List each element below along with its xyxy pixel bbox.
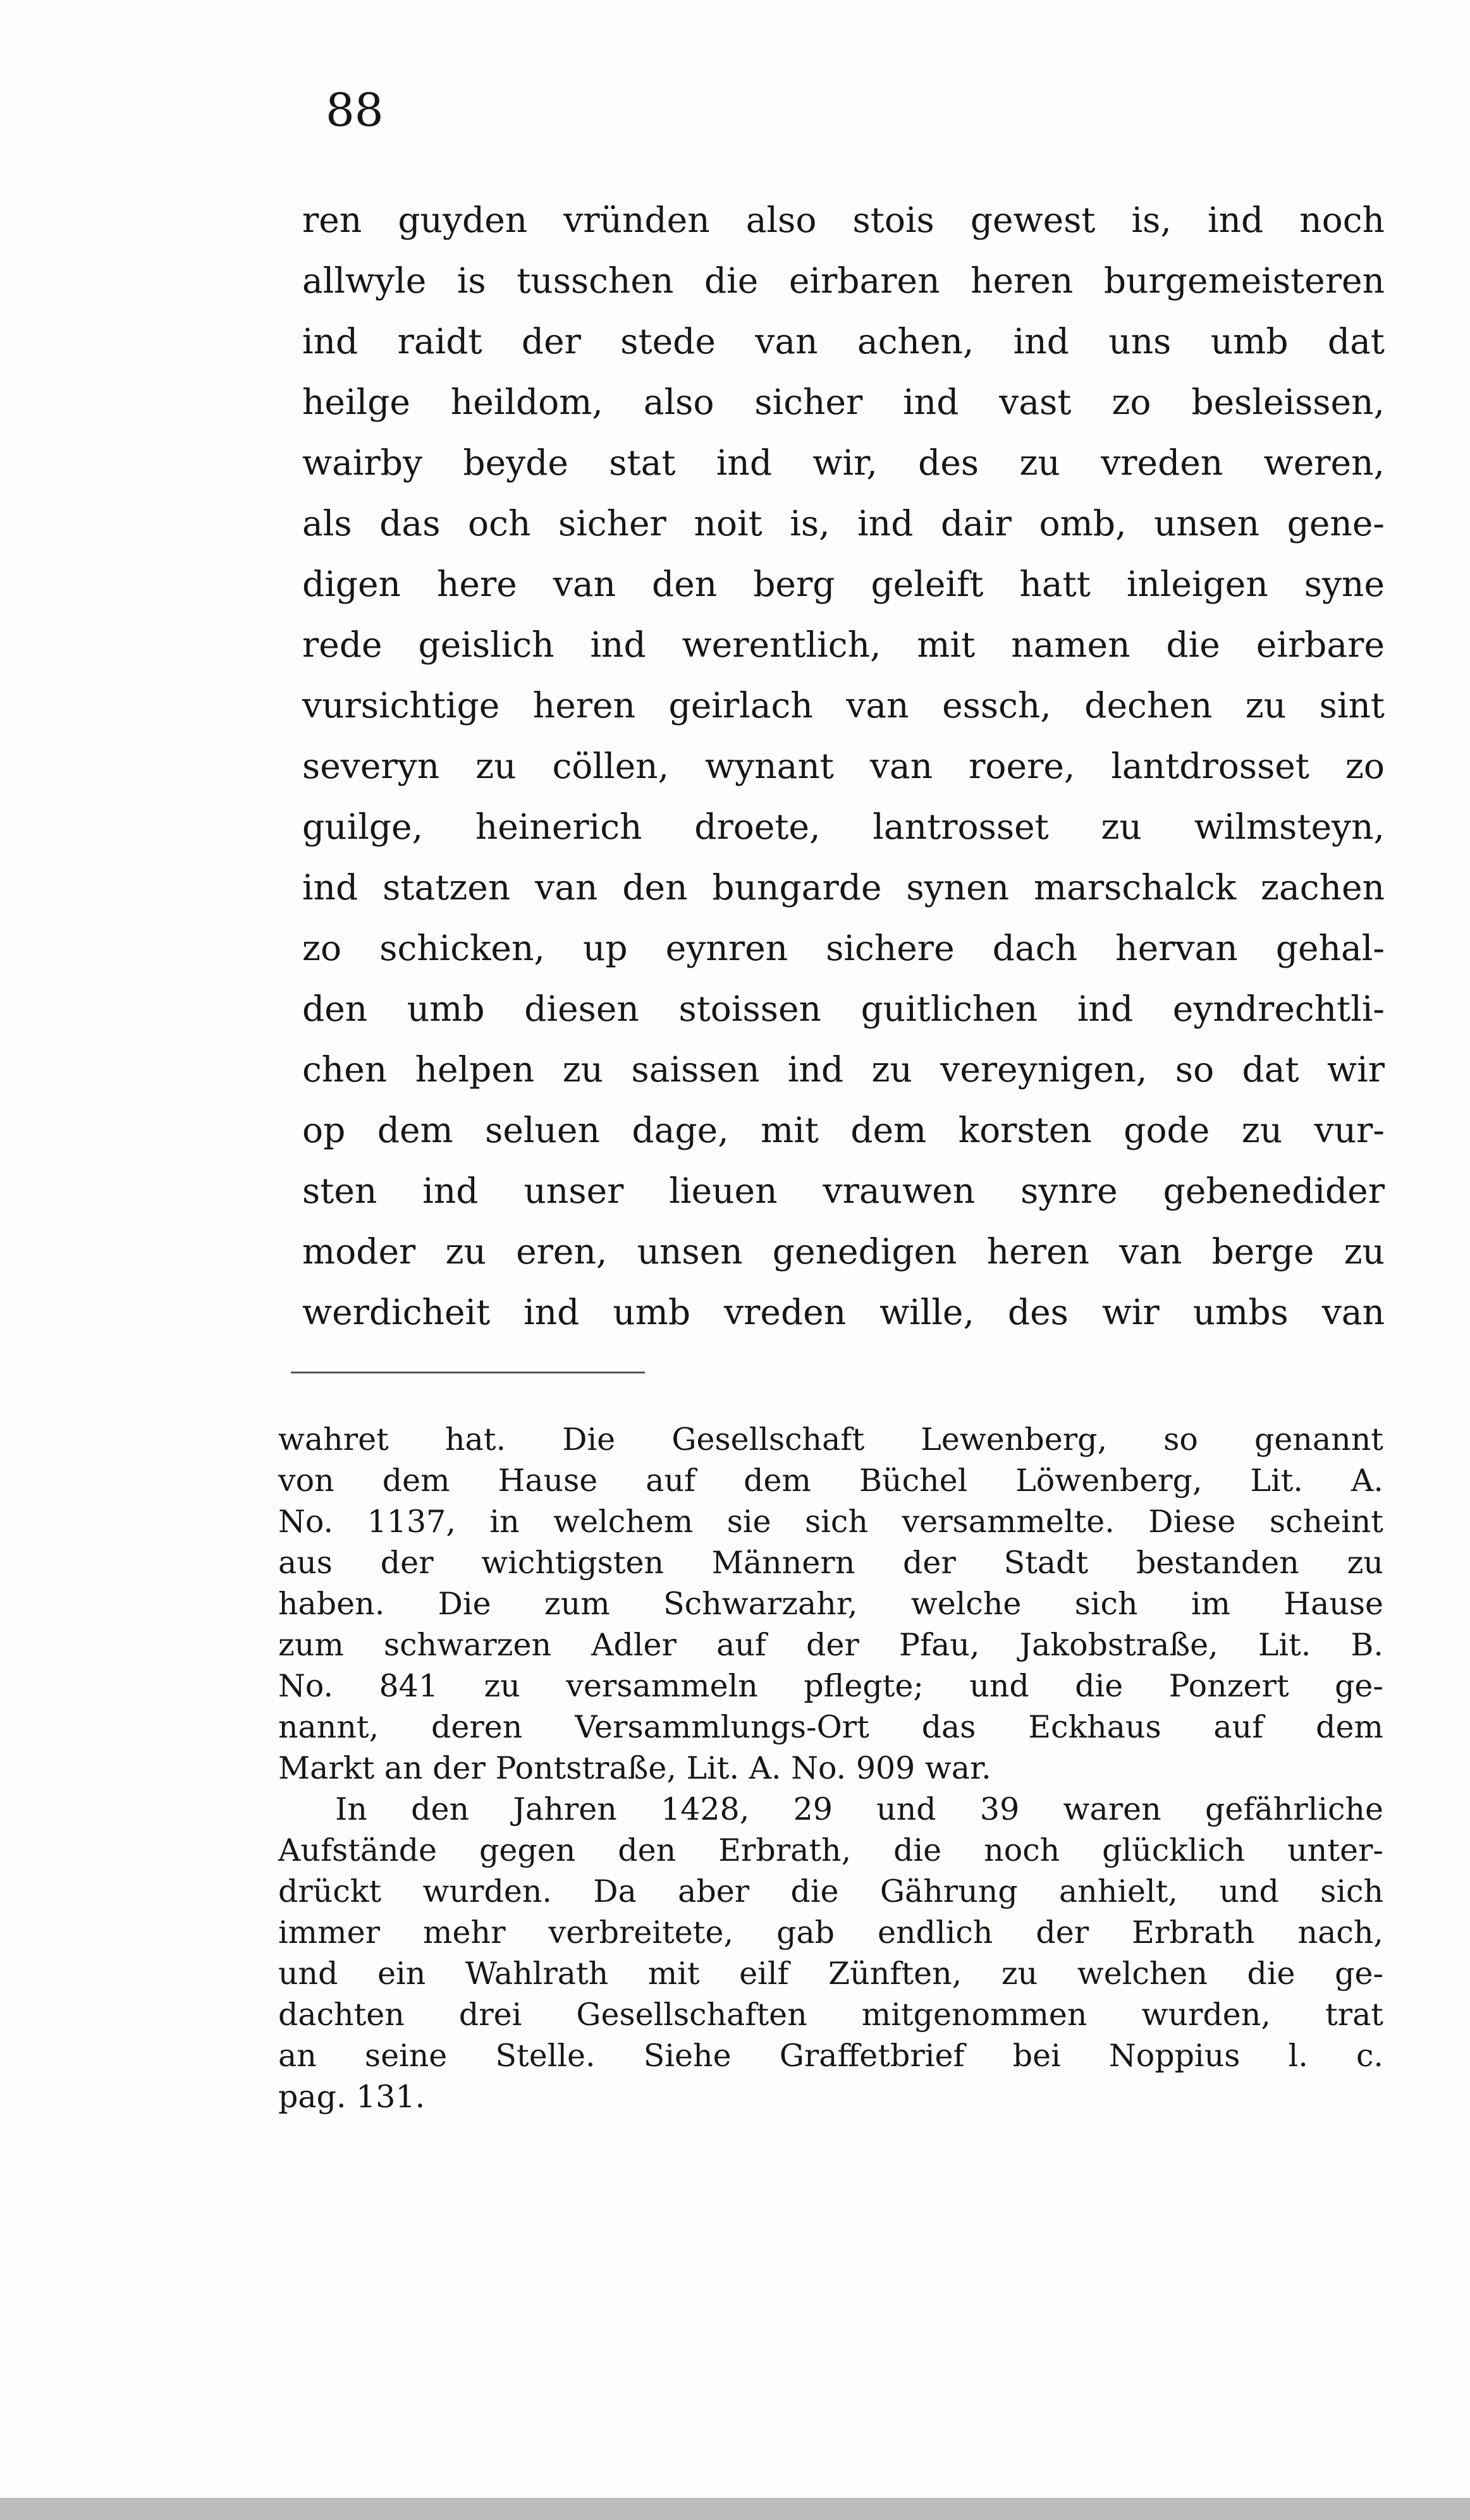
footnote-line: aus der wichtigsten Männern der Stadt bestanden zu <box>278 1545 1383 1581</box>
footnote-block <box>278 1419 1383 2117</box>
main-text-line: heilge heildom, also sicher ind vast zo besleissen, <box>302 382 1385 422</box>
scan-bottom-edge <box>0 2498 1470 2520</box>
main-text-line: als das och sicher noit is, ind dair omb, unsen gene- <box>302 503 1385 544</box>
footnote-line: Aufstände gegen den Erbrath, die noch glücklich unter- <box>278 1832 1383 1868</box>
main-text-line: op dem seluen dage, mit dem korsten gode zu vur- <box>302 1110 1385 1150</box>
footnote-line: an seine Stelle. Siehe Graffetbrief bei Noppius l. c. <box>278 2038 1383 2074</box>
main-text-line: ren guyden vründen also stois gewest is, ind noch <box>302 200 1385 240</box>
footnote-line: In den Jahren 1428, 29 und 39 waren gefährliche <box>335 1791 1383 1827</box>
footnote-line: nannt, deren Versammlungs-Ort das Eckhaus auf dem <box>278 1709 1383 1745</box>
footnote-line: Markt an der Pontstraße, Lit. A. No. 909 war. <box>278 1750 991 1786</box>
main-text-line: vursichtige heren geirlach van essch, dechen zu sint <box>302 685 1385 726</box>
main-text-line: chen helpen zu saissen ind zu vereynigen, so dat wir <box>302 1049 1385 1090</box>
footnote-line: haben. Die zum Schwarzahr, welche sich im Hause <box>278 1586 1383 1622</box>
main-text-line: moder zu eren, unsen genedigen heren van berge zu <box>302 1231 1385 1272</box>
main-text-line: sten ind unser lieuen vrauwen synre gebenedider <box>302 1171 1385 1211</box>
footnote-line: und ein Wahlrath mit eilf Zünften, zu welchen die ge- <box>278 1956 1383 1992</box>
footnote-line: drückt wurden. Da aber die Gährung anhielt, und sich <box>278 1873 1383 1909</box>
main-text-line: rede geislich ind werentlich, mit namen die eirbare <box>302 624 1385 665</box>
main-text-line: werdicheit ind umb vreden wille, des wir umbs van <box>302 1292 1385 1332</box>
footnote-divider <box>291 1372 645 1373</box>
main-text-line: wairby beyde stat ind wir, des zu vreden weren, <box>302 442 1385 483</box>
footnote-line: No. 1137, in welchem sie sich versammelte. Diese scheint <box>278 1504 1383 1540</box>
main-text-line: guilge, heinerich droete, lantrosset zu wilmsteyn, <box>302 807 1385 847</box>
main-text-line: zo schicken, up eynren sichere dach hervan gehal- <box>302 928 1385 968</box>
footnote-line: pag. 131. <box>278 2079 426 2115</box>
main-text-line: digen here van den berg geleift hatt inleigen syne <box>302 564 1385 604</box>
main-text-line: allwyle is tusschen die eirbaren heren burgemeisteren <box>302 260 1385 301</box>
footnote-line: zum schwarzen Adler auf der Pfau, Jakobstraße, Lit. B. <box>278 1627 1383 1663</box>
footnote-line: wahret hat. Die Gesellschaft Lewenberg, so genannt <box>278 1421 1383 1458</box>
main-text-line: den umb diesen stoissen guitlichen ind eyndrechtli- <box>302 989 1385 1029</box>
main-text-line: ind statzen van den bungarde synen marschalck zachen <box>302 867 1385 908</box>
footnote-line: von dem Hause auf dem Büchel Löwenberg, Lit. A. <box>278 1463 1383 1499</box>
main-text-block <box>302 190 1385 1342</box>
footnote-line: dachten drei Gesellschaften mitgenommen wurden, trat <box>278 1997 1383 2033</box>
page-number: 88 <box>326 83 384 137</box>
footnote-line: No. 841 zu versammeln pflegte; und die Ponzert ge- <box>278 1668 1383 1704</box>
footnote-line: immer mehr verbreitete, gab endlich der Erbrath nach, <box>278 1914 1383 1951</box>
main-text-line: severyn zu cöllen, wynant van roere, lantdrosset zo <box>302 746 1385 786</box>
main-text-line: ind raidt der stede van achen, ind uns umb dat <box>302 321 1385 362</box>
